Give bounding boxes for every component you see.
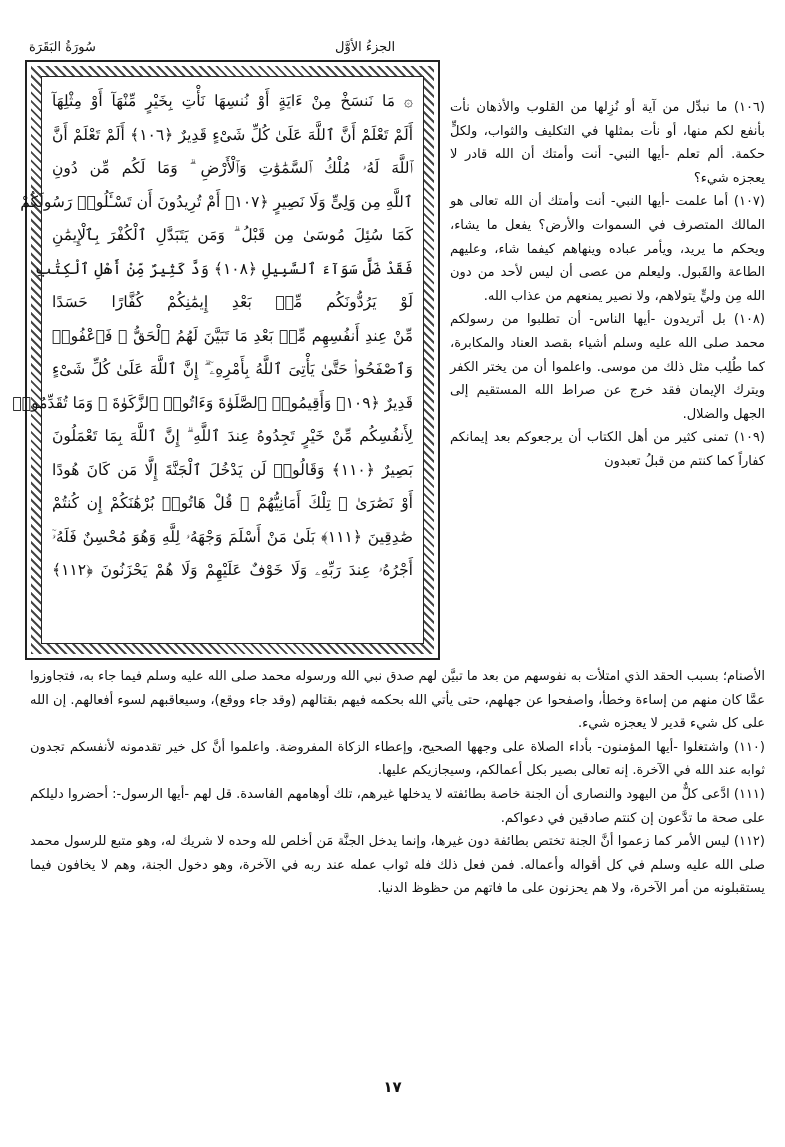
quran-line: ۞ مَا نَنسَخْ مِنْ ءَايَةٍ أَوْ نُنسِهَا نَأْتِ بِخَيْرٍ مِّنْهَآ أَوْ مِثْلِهَآ (52, 92, 413, 110)
quran-line: فَقَدْ ضَلَّ سَوَآءَ ٱلسَّبِيلِ ﴿١٠٨﴾ وَدَّ كَثِيرٌ مِّنْ أَهْلِ ٱلْكِتَٰبِ (34, 259, 413, 278)
quran-line: لَوْ يَرُدُّونَكُم مِّنۢ بَعْدِ إِيمَٰنِكُمْ كُفَّارًا حَسَدًا (52, 293, 413, 311)
quran-line: صَٰدِقِينَ ﴿١١١﴾ بَلَىٰ مَنْ أَسْلَمَ وَجْهَهُۥ لِلَّهِ وَهُوَ مُحْسِنٌ فَلَهُۥٓ (52, 527, 413, 546)
tafsir-paragraph-109-cont: الأصنام؛ بسبب الحقد الذي امتلأت به نفوسهم من بعد ما تبيَّن لهم صدق نبي الله ورسوله محمد صلى الله عليه وسلم فيما جاء به، فتجاوزوا عمَّا كان منهم من إساءة وخطأ، واصفحوا عن جهلهم، حتى يأتي الله بحكمه فيهم بقتالهم (وقد جاء ووقع)، وسيعاقبهم لسوء أفعالهم. إن الله على كل شيء قدير لا يعجزه شيء. (30, 669, 765, 732)
quran-line: ٱللَّهِ مِن وَلِىٍّ وَلَا نَصِيرٍ ﴿١٠٧﴾ أَمْ تُرِيدُونَ أَن تَسْـَٔلُوا۟ رَسُولَكُمْ (20, 192, 413, 211)
page-number: ١٧ (383, 1078, 402, 1096)
quran-line: قَدِيرٌ ﴿١٠٩﴾ وَأَقِيمُوا۟ ٱلصَّلَوٰةَ وَءَاتُوا۟ ٱلزَّكَوٰةَ ۚ وَمَا تُقَدِّمُوا۟ (12, 393, 413, 412)
quran-line: ٱللَّهَ لَهُۥ مُلْكُ ٱلسَّمَٰوَٰتِ وَٱلْأَرْضِ ۗ وَمَا لَكُم مِّن دُونِ (52, 159, 413, 177)
quran-line: أَوْ نَصَٰرَىٰ ۗ تِلْكَ أَمَانِيُّهُمْ ۗ قُلْ هَاتُوا۟ بُرْهَٰنَكُمْ إِن كُنتُمْ (52, 494, 413, 512)
tafsir-paragraph-108: (١٠٨) بل أتريدون -أيها الناس- أن تطلبوا من رسولكم محمد صلى الله عليه وسلم أشياء بقصد العناد والمكابرة، كما طُلِب مثل ذلك من موسى. واعلموا أن من يختر الكفر ويترك الإيمان فقد خرج عن صراط الله المستقيم إلى الجهل والضلال. (450, 312, 765, 422)
quran-frame (12, 60, 440, 660)
juz-header: الجزءُ الأوَّل (335, 40, 396, 55)
tafsir-paragraph-111: (١١١) ادَّعى كلٌّ من اليهود والنصارى أن الجنة خاصة بطائفته لا يدخلها غيرهم، تلك أوهامهم الفاسدة. قل لهم -أيها الرسول-: أحضروا دليلكم على صحة ما تدَّعون إن كنتم صادقين في دعواكم. (30, 786, 765, 826)
quran-line: أَجْرُهُۥ عِندَ رَبِّهِۦ وَلَا خَوْفٌ عَلَيْهِمْ وَلَا هُمْ يَحْزَنُونَ ﴿١١٢﴾ (52, 561, 413, 579)
quran-line: مِّنْ عِندِ أَنفُسِهِم مِّنۢ بَعْدِ مَا تَبَيَّنَ لَهُمُ ٱلْحَقُّ ۖ فَٱعْفُوا۟ (52, 326, 413, 345)
tafsir-full-width (30, 665, 765, 901)
tafsir-paragraph-107: (١٠٧) أما علمت -أيها النبي- أنت وأمتك أن الله تعالى هو المالك المتصرف في السموات والأرض؟ يفعل ما يشاء، ويحكم ما يريد، ويأمر عباده وينهاهم كيفما شاء، وعليهم الطاعة والقَبول. وليعلم من عصى أن ليس لأحد من دون الله مِن وليٍّ يتولاهم، ولا نصير يمنعهم من عذاب الله. (450, 194, 765, 304)
ornamental-border (12, 66, 434, 654)
quran-line: لِأَنفُسِكُم مِّنْ خَيْرٍ تَجِدُوهُ عِندَ ٱللَّهِ ۗ إِنَّ ٱللَّهَ بِمَا تَعْمَلُونَ (52, 427, 413, 445)
surah-header: سُورَةُ البَقَرَة (29, 40, 96, 55)
quran-line: كَمَا سُئِلَ مُوسَىٰ مِن قَبْلُ ۗ وَمَن يَتَبَدَّلِ ٱلْكُفْرَ بِٱلْإِيمَٰنِ (52, 226, 413, 244)
quran-text-block (12, 76, 424, 644)
tafsir-paragraph-110: (١١٠) واشتغلوا -أيها المؤمنون- بأداء الصلاة على وجهها الصحيح، وإعطاء الزكاة المفروضة. واعلموا أنَّ كل خير تقدمونه لأنفسكم تجدون ثوابه عند الله في الآخرة. إنه تعالى بصير بكل أعمالكم، وسيجازيكم عليها. (30, 739, 765, 779)
tafsir-paragraph-112: (١١٢) ليس الأمر كما زعموا أنَّ الجنة تختص بطائفة دون غيرها، وإنما يدخل الجنَّة مَن أخلص لله وحده لا شريك له، وهو متبع للرسول محمد صلى الله عليه وسلم في كل أقواله وأعماله. فمن فعل ذلك فله ثواب عمله عند ربه في الآخرة، وهو دخول الجنة، وهم لا يخافون فيما يستقبلونه من أمر الآخرة، ولا هم يحزنون على ما فاتهم من حظوظ الدنيا. (30, 834, 765, 897)
tafsir-side-column (450, 96, 765, 474)
tafsir-paragraph-109-start: (١٠٩) تمنى كثير من أهل الكتاب أن يرجعوكم بعد إيمانكم كفاراً كما كنتم من قبلُ تعبدون (450, 430, 765, 469)
tafsir-paragraph-106: (١٠٦) ما نبدِّل من آية أو نُزِلها من القلوب والأذهان نأت بأنفع لكم منها، أو نأت بمثلها في التكليف والثواب، ولكلٍّ حكمة. ألم تعلم -أيها النبي- أنت وأمتك أن الله قادر لا يعجزه شيء؟ (450, 100, 765, 186)
quran-line: بَصِيرٌ ﴿١١٠﴾ وَقَالُوا۟ لَن يَدْخُلَ ٱلْجَنَّةَ إِلَّا مَن كَانَ هُودًا (52, 460, 413, 479)
quran-line: أَلَمْ تَعْلَمْ أَنَّ ٱللَّهَ عَلَىٰ كُلِّ شَىْءٍ قَدِيرٌ ﴿١٠٦﴾ أَلَمْ تَعْلَمْ أَنَّ (52, 125, 413, 144)
quran-line: وَٱصْفَحُوا۟ حَتَّىٰ يَأْتِىَ ٱللَّهُ بِأَمْرِهِۦٓ ۗ إِنَّ ٱللَّهَ عَلَىٰ كُلِّ شَىْءٍ (52, 360, 413, 378)
